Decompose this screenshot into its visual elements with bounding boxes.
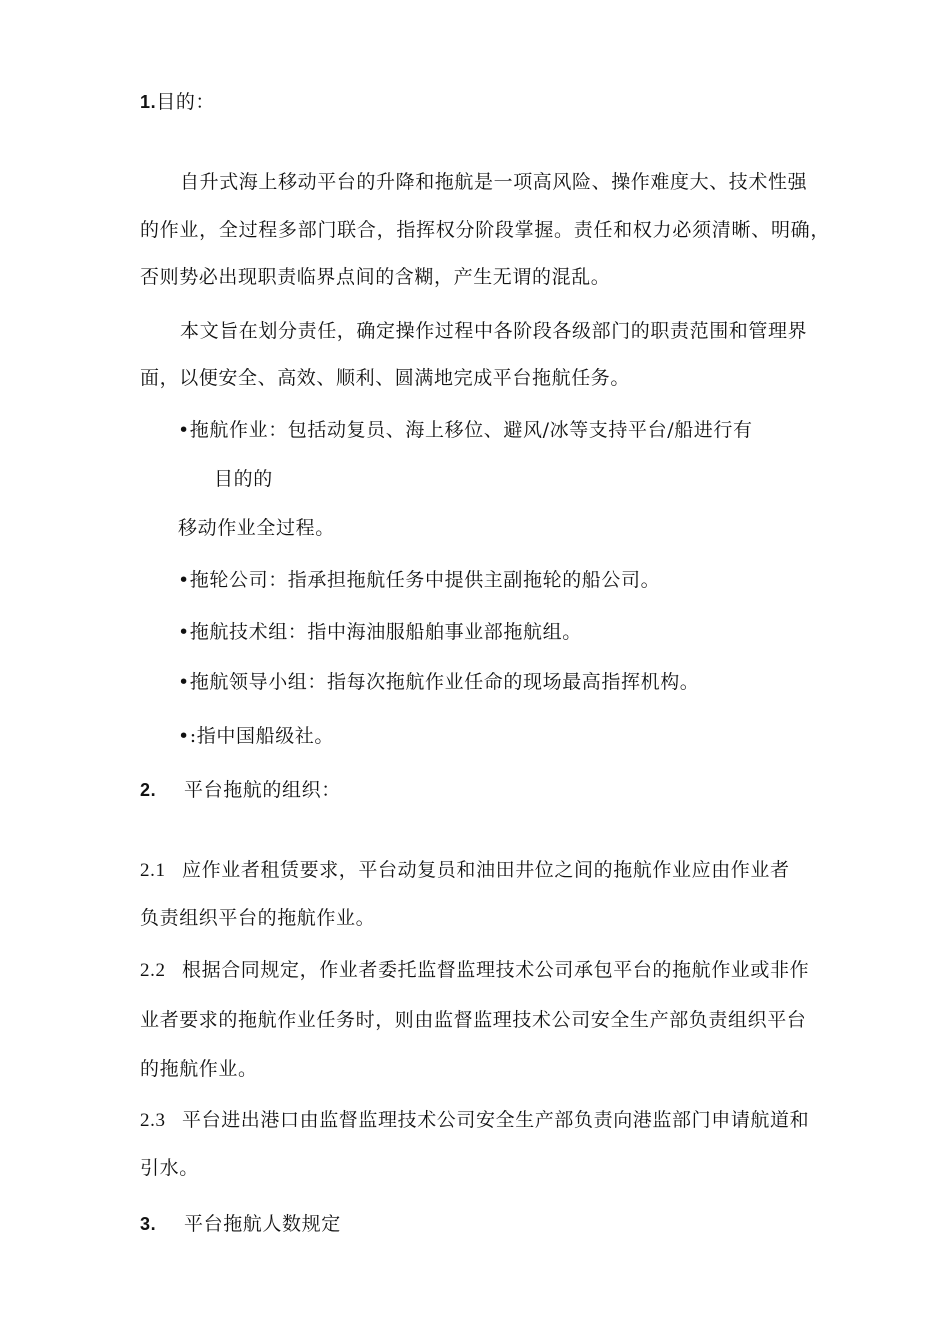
paragraph-2-line-1: 本文旨在划分责任，确定操作过程中各阶段各级部门的职责范围和管理界 [180,320,808,342]
subsection-2-1-line-2: 负责组织平台的拖航作业。 [140,907,376,929]
section-3-number: 3. [140,1214,157,1234]
section-2-number: 2. [140,780,157,800]
subsection-2-2-line-3: 的拖航作业。 [140,1058,258,1080]
definition-ccs: •:指中国船级社。 [178,725,335,747]
subsection-2-1-line-1 [140,856,790,885]
section-1-heading [140,88,215,117]
paragraph-2-line-2: 面，以便安全、高效、顺利、圆满地完成平台拖航任务。 [140,367,631,389]
section-3-heading [140,1210,341,1239]
section-2-heading [140,776,341,805]
section-1-number: 1. [140,92,157,112]
subsection-2-1-number: 2.1 [140,860,166,881]
subsection-2-2-line-2: 业者要求的拖航作业任务时，则由监督监理技术公司安全生产部负责组织平台 [140,1009,807,1031]
paragraph-1-line-1: 自升式海上移动平台的升降和拖航是一项高风险、操作难度大、技术性强 [180,171,808,193]
definition-towing-leadership: •拖航领导小组：指每次拖航作业任命的现场最高指挥机构。 [178,671,700,693]
subsection-2-2-number: 2.2 [140,960,166,981]
subsection-2-2-line-1 [140,956,809,985]
definition-towing-line-1: •拖航作业：包括动复员、海上移位、避风/冰等支持平台/船进行有 [178,419,753,441]
paragraph-1-line-2-text: 的作业，全过程多部门联合，指挥权分阶段掌握。责任和权力必须清晰、明确， [140,219,830,241]
section-2-title: 平台拖航的组织： [184,779,341,801]
section-3-title: 平台拖航人数规定 [184,1213,341,1235]
subsection-2-3-text: 平台进出港口由监督监理技术公司安全生产部负责向港监部门申请航道和 [182,1109,810,1131]
subsection-2-3-line-1 [140,1106,809,1135]
subsection-2-2-text: 根据合同规定，作业者委托监督监理技术公司承包平台的拖航作业或非作 [182,959,810,981]
subsection-2-3-number: 2.3 [140,1110,166,1131]
definition-towing-line-2: 目的的 [214,468,273,490]
definition-tug-company: •拖轮公司：指承担拖航任务中提供主副拖轮的船公司。 [178,569,661,591]
paragraph-1-line-2 [140,216,830,244]
section-1-title: 目的： [156,91,216,113]
definition-towing-line-3: 移动作业全过程。 [178,517,335,539]
subsection-2-3-line-2: 引水。 [140,1157,199,1179]
paragraph-1-line-3: 否则势必出现职责临界点间的含糊，产生无谓的混乱。 [140,266,611,288]
subsection-2-1-text: 应作业者租赁要求，平台动复员和油田井位之间的拖航作业应由作业者 [182,859,790,881]
definition-towing-tech-group: •拖航技术组：指中海油服船舶事业部拖航组。 [178,621,582,643]
